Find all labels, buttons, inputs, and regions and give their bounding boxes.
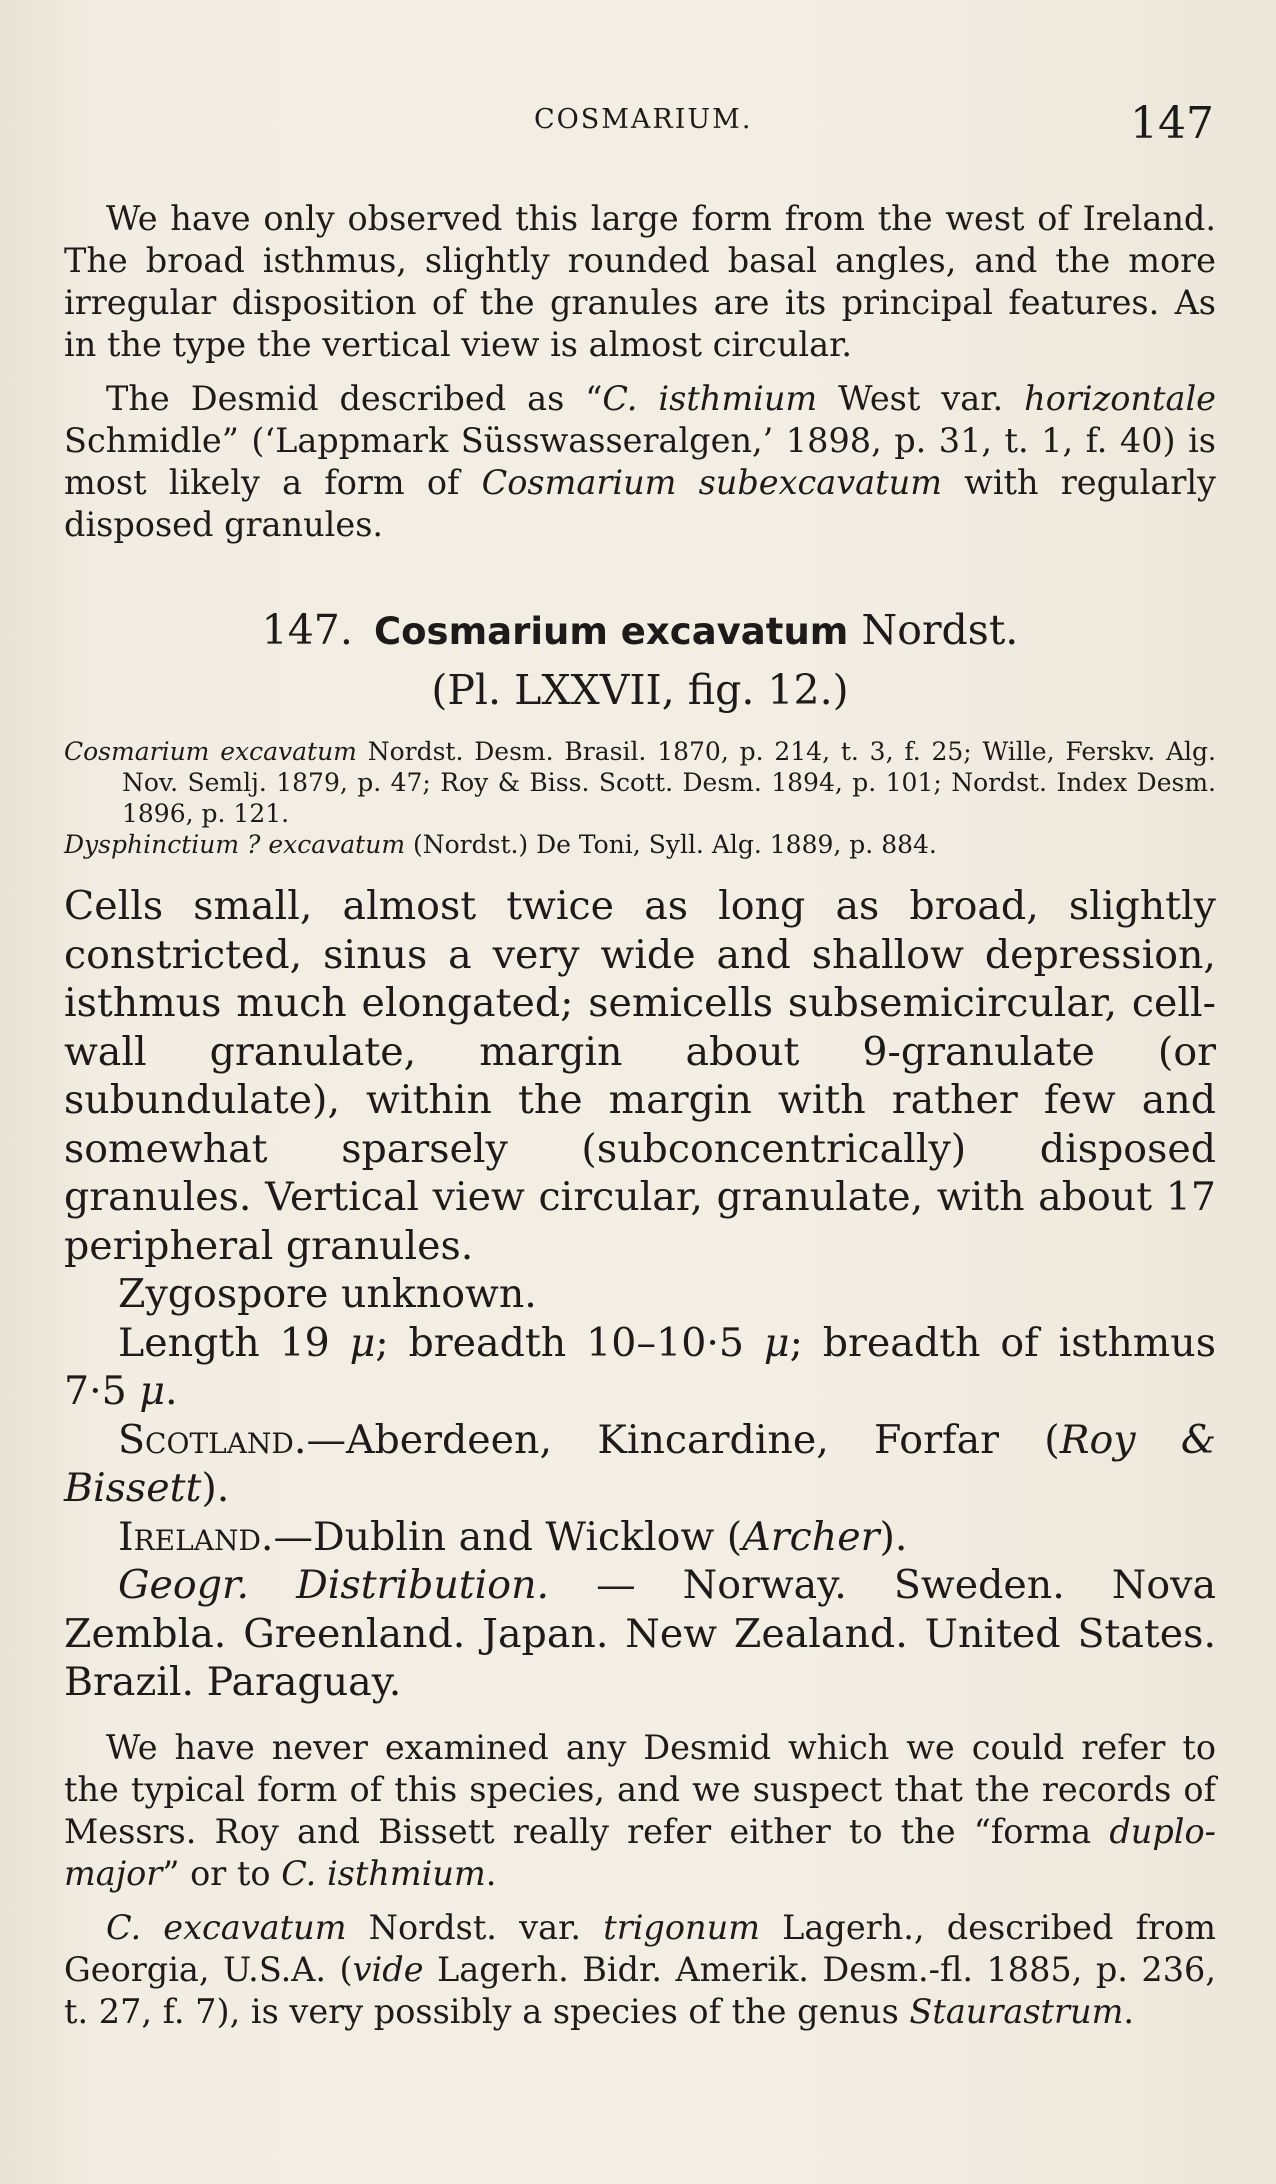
collector-names: Roy & Bissett (64, 1416, 1217, 1511)
intro-paragraph-1: We have only observed this large form from the west of Ireland. The broad isthmus, slightly rounded basal angles, and the more irregular disposition of the granules are its principal features. As in the type the vertical view is almost circular. (64, 199, 1216, 364)
locality-scotland (64, 1416, 1216, 1513)
taxon-name: Cosmarium subexcavatum (481, 463, 942, 502)
text-run: ). (201, 1465, 230, 1511)
synonym-citation: (Nordst.) De Toni, Syll. Alg. 1889, p. 884. (405, 830, 937, 859)
text-run: . (165, 1368, 178, 1414)
text-run: ” or to (162, 1853, 282, 1893)
micron-symbol: μ (763, 1319, 790, 1366)
text-run: Lagerh., described from Georgia, U.S.A. ( (64, 1907, 1216, 1989)
distribution-label: Geogr. Distribution. (118, 1562, 550, 1608)
form-name: duplo-major (64, 1811, 1216, 1893)
synonym-name: Cosmarium excavatum (64, 737, 357, 766)
taxon-name: C. isthmium (602, 379, 818, 418)
page-body (64, 198, 1216, 2033)
micron-symbol: μ (349, 1319, 376, 1366)
species-name: Cosmarium excavatum (373, 610, 849, 653)
species-author: Nordst. (861, 606, 1019, 654)
text-run: . (1123, 1991, 1135, 2031)
text-run: .—Dublin and Wicklow ( (260, 1513, 743, 1560)
text-run: ). (879, 1513, 908, 1560)
species-description (64, 882, 1216, 1707)
text-run: We have never examined any Desmid which we could refer to the typical form of this species, and we suspect that the records of Messrs. Roy and Bissett really refer either to the “forma (64, 1727, 1216, 1851)
species-heading (64, 602, 1216, 660)
text-run: .—Aberdeen, Kincardine, Forfar ( (293, 1416, 1060, 1463)
variety-name: horizontale (1024, 379, 1216, 418)
plate-reference: (Pl. LXXVII, fig. 12.) (431, 666, 849, 714)
note-paragraph-2 (64, 1907, 1216, 2033)
page-header (64, 98, 1214, 158)
zygospore-note: Zygospore unknown. (118, 1271, 537, 1317)
locality-label: Ireland (118, 1513, 261, 1560)
running-title: COSMARIUM. (534, 104, 753, 135)
page-number: 147 (1130, 98, 1214, 149)
synonym-name: Dysphinctium ? excavatum (64, 830, 406, 859)
synonym-citation: Nordst. Desm. Brasil. 1870, p. 214, t. 3, f. 25; Wille, Ferskv. Alg. Nov. Semlj. 1879, p. 47; Roy & Biss. Scott. Desm. 1894, p. 101; Nordst. Index Desm. 1896, p. 121. (122, 737, 1216, 828)
text-run: ; breadth 10–10·5 (375, 1319, 764, 1366)
micron-symbol: μ (139, 1368, 166, 1414)
distribution-list: — Norway. Sweden. Nova Zembla. Greenland. Japan. New Zealand. United States. Brazil. Paraguay. (64, 1562, 1217, 1705)
text-run: Lagerh. Bidr. Amerik. Desm.-fl. 1885, p. 236, t. 27, f. 7), is very possibly a species of the genus (64, 1949, 1216, 2031)
text-run: Schmidle” (‘Lappmark Süsswasseralgen,’ 1898, p. 31, t. 1, f. 40) is most likely a form of (64, 421, 1216, 502)
taxon-name: C. isthmium (281, 1853, 486, 1893)
text-run: Length 19 (118, 1319, 350, 1366)
dimensions (64, 1319, 1216, 1416)
genus-name: Staurastrum (909, 1991, 1124, 2031)
intro-paragraph-2 (64, 378, 1216, 546)
text-run: with regularly disposed granules. (64, 463, 1216, 544)
locality-label: Scotland (118, 1416, 294, 1463)
description-paragraph: Cells small, almost twice as long as broad, slightly constricted, sinus a very wide and shallow depression, isthmus much elongated; semicells subsemicircular, cell-wall granulate, margin about 9-granulate (or subundulate), within the margin with rather few and somewhat sparsely (subconcentrically) disposed granules. Vertical view circular, granulate, with about 17 peripheral granules. (64, 883, 1216, 1269)
text-run: The Desmid described as “ (106, 379, 603, 418)
geographic-distribution (64, 1561, 1216, 1707)
notes-section (64, 1727, 1216, 2033)
text-run: . (485, 1853, 497, 1893)
synonym-entry (64, 736, 1216, 829)
latin-word: vide (352, 1949, 424, 1989)
variety-name: trigonum (603, 1907, 760, 1947)
text-run: Nordst. var. (346, 1907, 604, 1947)
collector-names: Archer (742, 1513, 880, 1560)
synonym-entry (64, 829, 1216, 860)
taxon-name: C. excavatum (106, 1907, 347, 1947)
synonymy (64, 736, 1216, 860)
note-paragraph-1 (64, 1727, 1216, 1895)
intro-section (64, 198, 1216, 546)
text-run: ; breadth of isthmus 7·5 (64, 1319, 1216, 1414)
text-run: West var. (817, 379, 1025, 418)
locality-ireland (64, 1513, 1216, 1562)
species-number: 147. (261, 606, 353, 654)
